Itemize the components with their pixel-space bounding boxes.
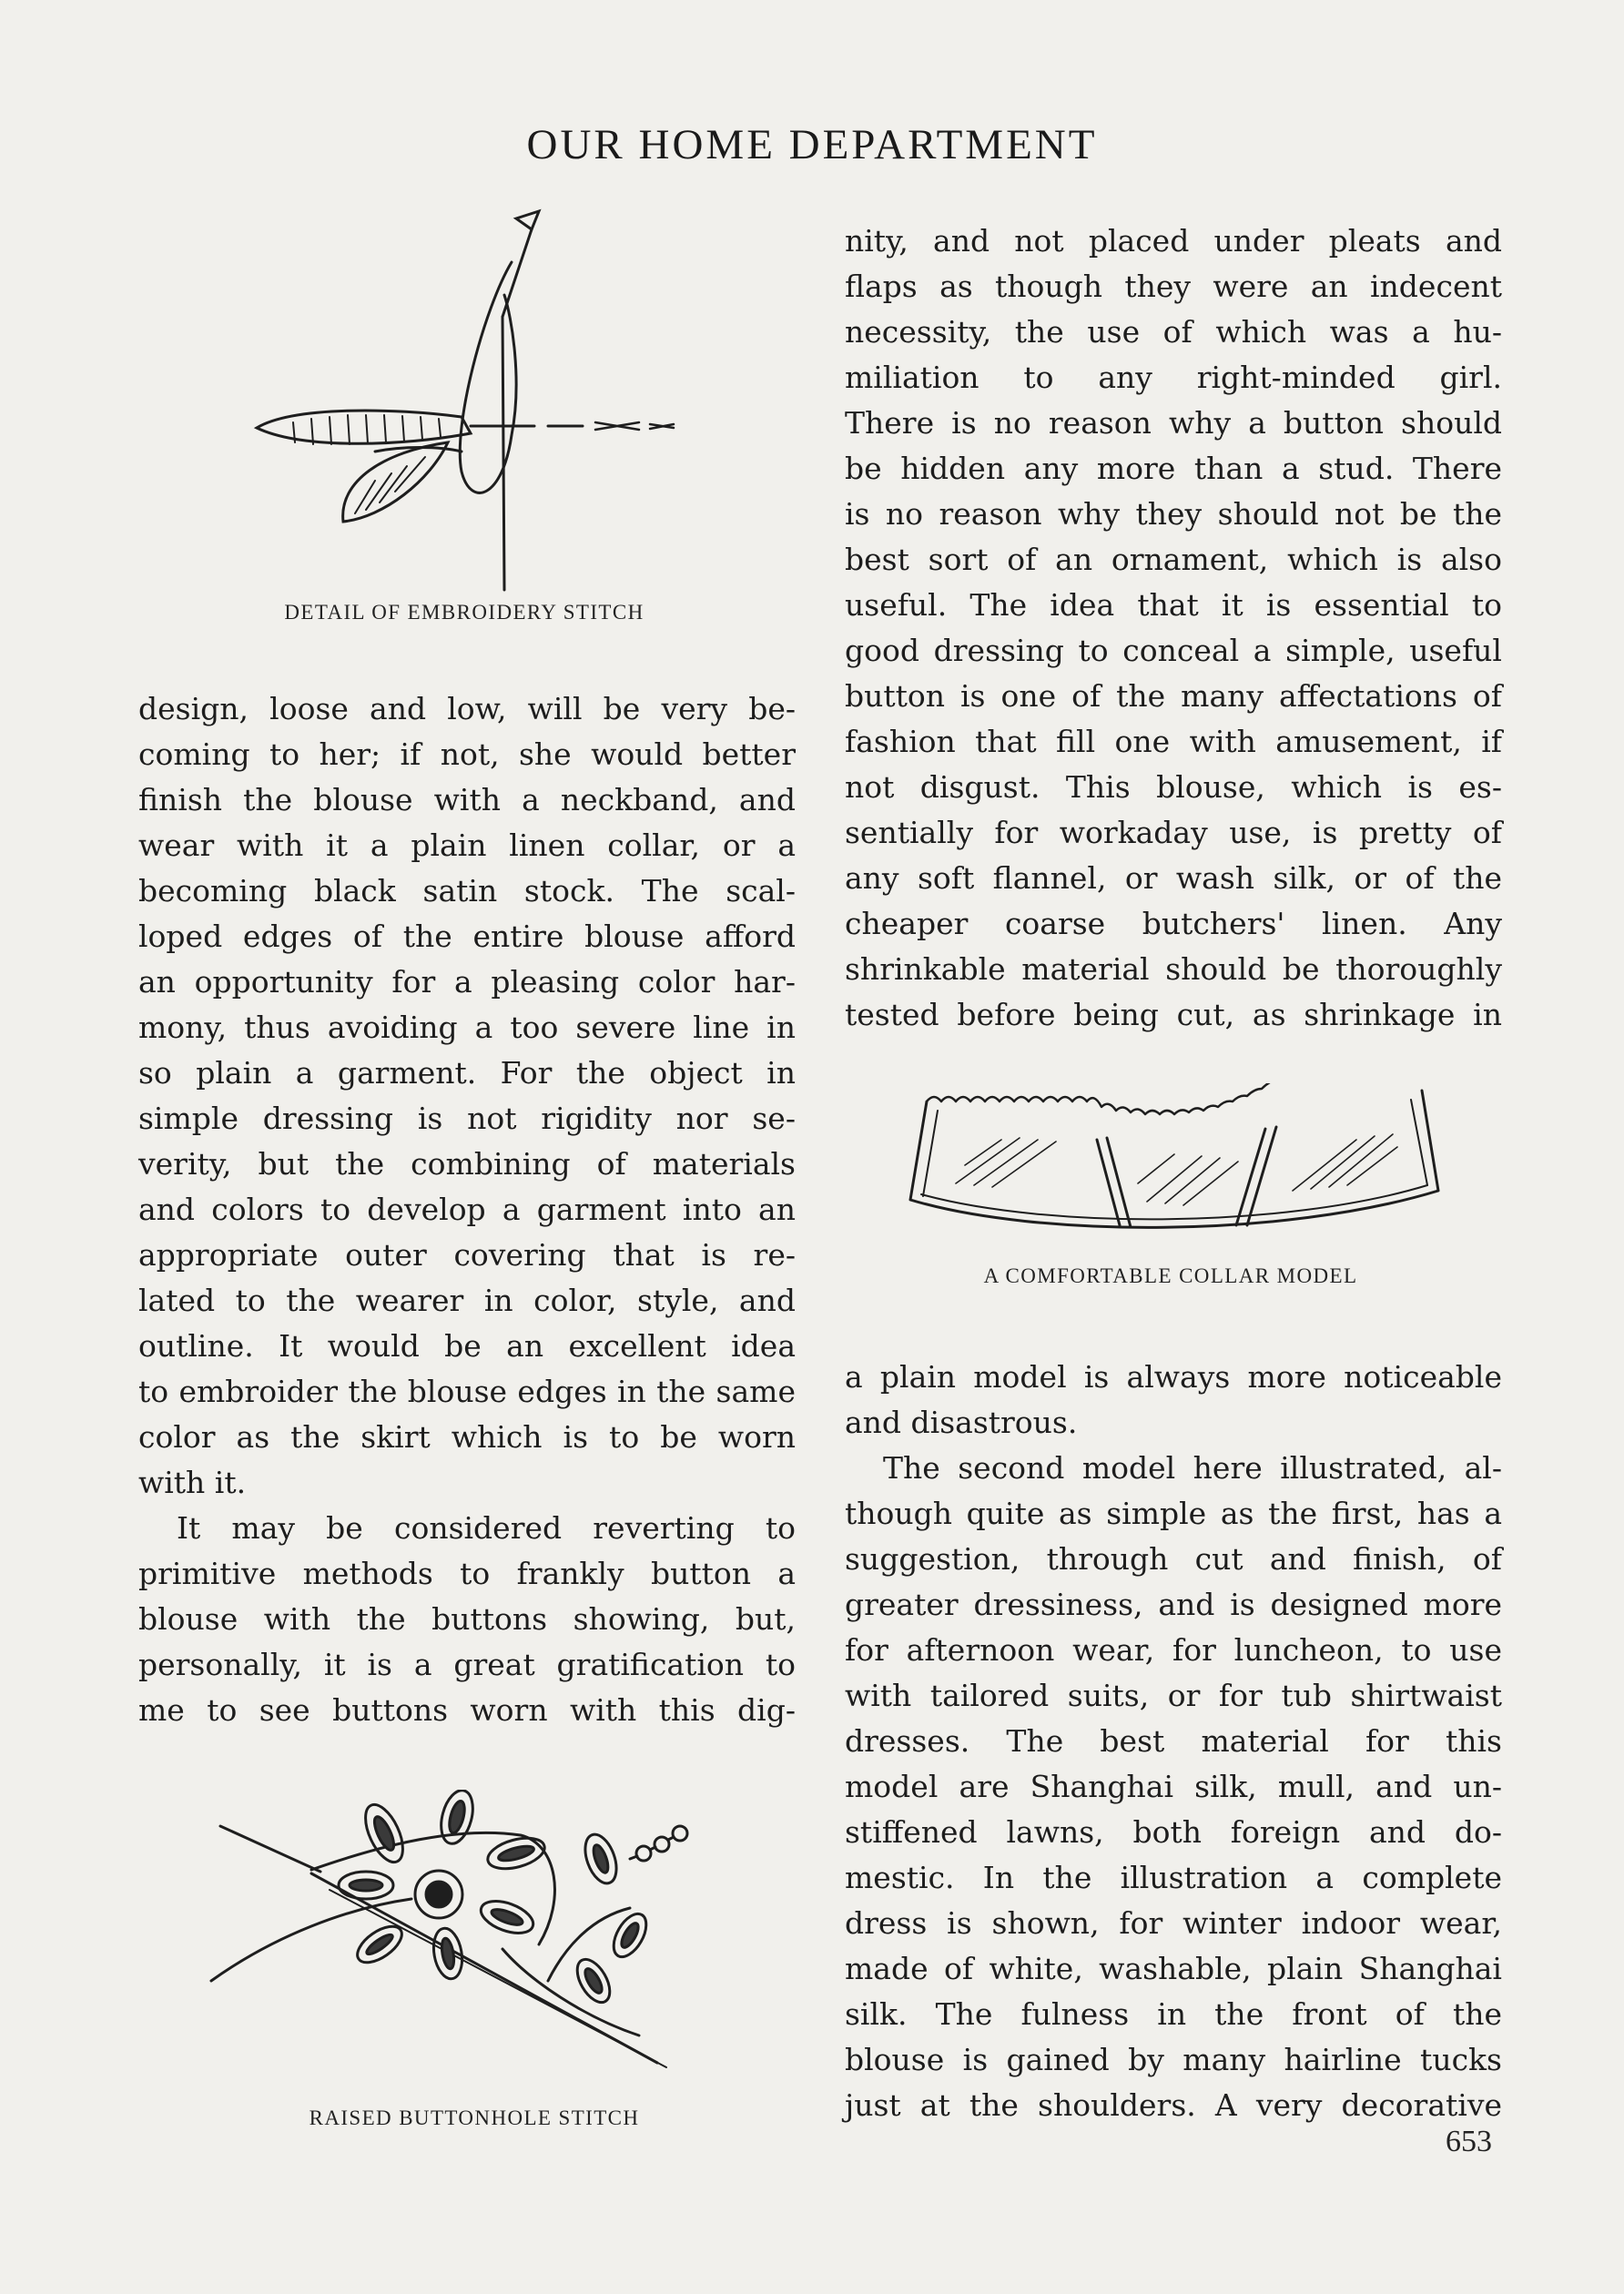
text-line: tested before being cut, as shrinkage in [845, 997, 1502, 1032]
text-line: to embroider the blouse edges in the same [138, 1374, 796, 1409]
right-column-paragraph-1-continued [845, 1355, 1502, 1446]
text-line: good dressing to conceal a simple, useful [845, 633, 1502, 668]
text-line: necessity, the use of which was a hu- [845, 314, 1502, 350]
figure-caption-buttonhole: RAISED BUTTONHOLE STITCH [309, 2106, 640, 2129]
text-line: greater dressiness, and is designed more [845, 1587, 1502, 1622]
text-line: simple dressing is not rigidity nor se- [138, 1101, 796, 1136]
text-line: appropriate outer covering that is re- [138, 1237, 796, 1273]
right-column-paragraph-2 [845, 1446, 1502, 2128]
text-line: though quite as simple as the first, has a [845, 1496, 1502, 1531]
text-line: suggestion, through cut and finish, of [845, 1541, 1502, 1577]
text-line: verity, but the combining of materials [138, 1146, 796, 1182]
text-line: wear with it a plain linen collar, or a [138, 827, 796, 863]
text-line: design, loose and low, will be very be- [138, 691, 796, 726]
text-line: nity, and not placed under pleats and [845, 223, 1502, 259]
figure-caption-collar: A COMFORTABLE COLLAR MODEL [983, 1264, 1358, 1287]
text-line: button is one of the many affectations of [845, 678, 1502, 714]
text-line: model are Shanghai silk, mull, and un- [845, 1769, 1502, 1804]
left-column-paragraph-2 [138, 1506, 796, 1733]
text-line: so plain a garment. For the object in [138, 1055, 796, 1091]
text-line: an opportunity for a pleasing color har- [138, 964, 796, 1000]
text-line: finish the blouse with a neckband, and [138, 782, 796, 817]
text-line: sentially for workaday use, is pretty of [845, 815, 1502, 850]
text-line: not disgust. This blouse, which is es- [845, 769, 1502, 805]
collar-illustration [901, 1083, 1447, 1256]
text-line: for afternoon wear, for luncheon, to use [845, 1632, 1502, 1668]
buttonhole-stitch-illustration [202, 1790, 739, 2117]
text-line: stiffened lawns, both foreign and do- [845, 1814, 1502, 1850]
text-line: primitive methods to frankly button a [138, 1556, 796, 1591]
text-line: silk. The fulness in the front of the [845, 1996, 1502, 2032]
figure-caption-embroidery: DETAIL OF EMBROIDERY STITCH [284, 601, 645, 624]
page-number: 653 [1446, 2125, 1492, 2158]
text-line: coming to her; if not, she would better [138, 736, 796, 772]
text-line: useful. The idea that it is essential to [845, 587, 1502, 623]
text-line: miliation to any right-minded girl. [845, 360, 1502, 395]
text-line: There is no reason why a button should [845, 405, 1502, 441]
right-column-paragraph-1 [845, 218, 1502, 1038]
text-line: is no reason why they should not be the [845, 496, 1502, 532]
text-line: with tailored suits, or for tub shirtwaist [845, 1678, 1502, 1713]
text-line: outline. It would be an excellent idea [138, 1328, 796, 1364]
text-line: loped edges of the entire blouse afford [138, 919, 796, 954]
text-line: a plain model is always more noticeable [845, 1359, 1502, 1395]
text-line: flaps as though they were an indecent [845, 269, 1502, 304]
text-line: blouse with the buttons showing, but, [138, 1601, 796, 1637]
text-line: lated to the wearer in color, style, and [138, 1283, 796, 1318]
text-line: cheaper coarse butchers' linen. Any [845, 906, 1502, 941]
text-line: shrinkable material should be thoroughly [845, 951, 1502, 987]
left-column-paragraph-1 [138, 686, 796, 1506]
text-line: made of white, washable, plain Shanghai [845, 1951, 1502, 1986]
text-line: best sort of an ornament, which is also [845, 542, 1502, 577]
text-line: and colors to develop a garment into an [138, 1192, 796, 1227]
text-line: color as the skirt which is to be worn [138, 1419, 796, 1455]
text-line: me to see buttons worn with this dig- [138, 1692, 796, 1728]
text-line: any soft flannel, or wash silk, or of the [845, 860, 1502, 896]
text-line: becoming black satin stock. The scal- [138, 873, 796, 908]
text-line: and disastrous. [845, 1405, 1078, 1440]
text-line: dresses. The best material for this [845, 1723, 1502, 1759]
text-line: with it. [138, 1465, 247, 1500]
text-line: fashion that fill one with amusement, if [845, 724, 1502, 759]
text-line: dress is shown, for winter indoor wear, [845, 1905, 1502, 1941]
text-line: just at the shoulders. A very decorative [845, 2087, 1502, 2123]
text-line: be hidden any more than a stud. There [845, 451, 1502, 486]
text-line: mony, thus avoiding a too severe line in [138, 1010, 796, 1045]
page-title: OUR HOME DEPARTMENT [526, 121, 1098, 168]
text-line: It may be considered reverting to [177, 1510, 796, 1546]
embroidery-stitch-illustration [239, 208, 712, 599]
text-line: blouse is gained by many hairline tucks [845, 2042, 1502, 2077]
text-line: personally, it is a great gratification to [138, 1647, 796, 1682]
text-line: The second model here illustrated, al- [883, 1450, 1502, 1486]
text-line: mestic. In the illustration a complete [845, 1860, 1502, 1895]
